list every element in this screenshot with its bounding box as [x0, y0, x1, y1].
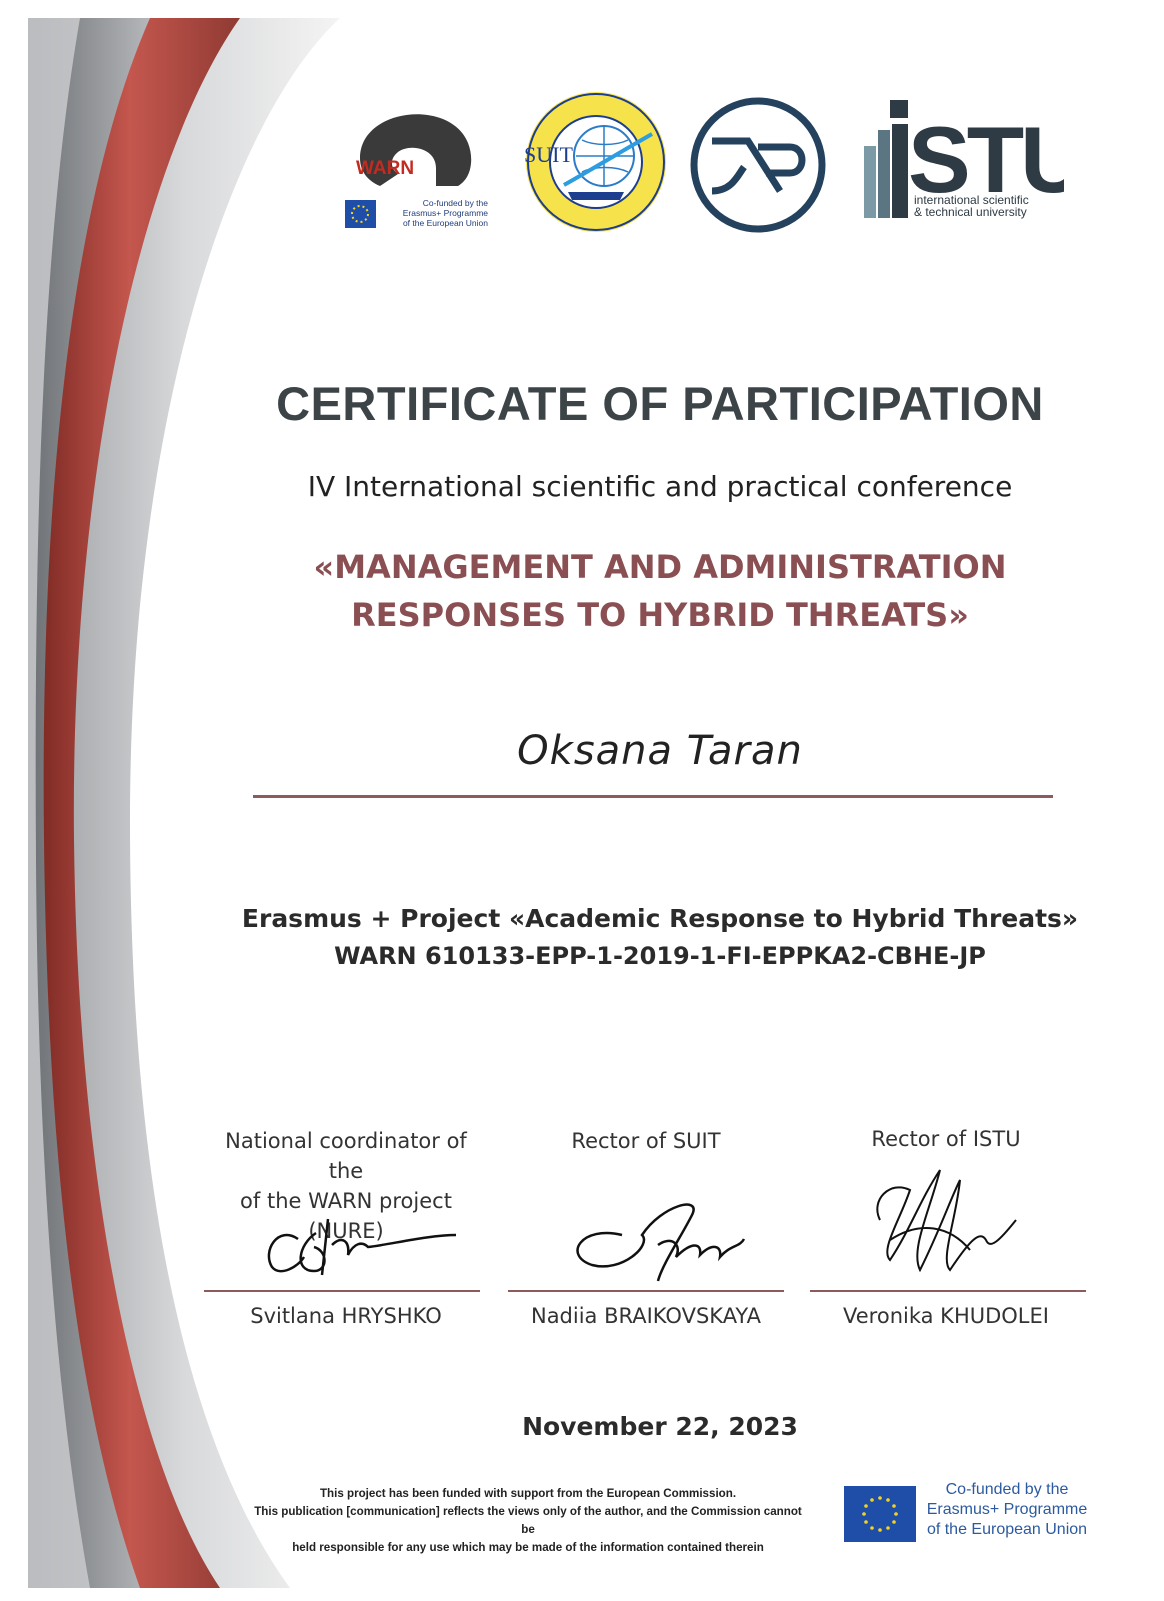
warn-cofund-line: Erasmus+ Programme	[402, 208, 488, 218]
xd-emblem-logo	[688, 95, 828, 235]
signatory-title-line: Rector of ISTU	[871, 1127, 1021, 1151]
svg-text:STU: STU	[908, 107, 1064, 212]
signatory-title-2	[506, 1126, 786, 1156]
signatory-name-2: Nadiia BRAIKOVSKAYA	[530, 1304, 761, 1328]
disclaimer-line: This publication [communication] reflects the views only of the author, and the Commission cannot be	[254, 1505, 802, 1536]
conference-name-line-2: RESPONSES TO HYBRID THREATS»	[351, 596, 969, 634]
signature-hryshko	[258, 1205, 468, 1285]
warn-cofund-text	[388, 198, 488, 228]
certificate-date: November 22, 2023	[522, 1412, 798, 1441]
certificate-title: CERTIFICATE OF PARTICIPATION	[276, 377, 1044, 430]
signatory-title-line: of the WARN project (NURE)	[240, 1189, 452, 1243]
signature-line-3	[810, 1290, 1086, 1292]
suit-label: SUIT	[524, 142, 573, 167]
warn-cofund-line: Co-funded by the	[422, 198, 488, 208]
recipient-underline	[253, 795, 1053, 798]
recipient-name: Oksana Taran	[517, 728, 803, 774]
signatory-title-line: National coordinator of the	[225, 1129, 467, 1183]
cofund-footer-text	[922, 1480, 1092, 1540]
disclaimer-line: This project has been funded with support from the European Commission.	[319, 1487, 737, 1500]
istu-caption-line: & technical university	[914, 205, 1027, 219]
istu-logo	[864, 96, 1064, 226]
signature-braikovskaya	[562, 1195, 752, 1285]
xd-emblem-icon	[688, 95, 828, 235]
signature-line-1	[204, 1290, 480, 1292]
conference-line: IV International scientific and practical conference	[307, 470, 1013, 503]
disclaimer-line: held responsible for any use which may be made of the information contained therein	[292, 1541, 764, 1554]
cofund-footer-line: Co-funded by the	[945, 1481, 1069, 1498]
cofund-footer-line: of the European Union	[926, 1521, 1088, 1538]
warn-label: WARN	[356, 158, 415, 179]
warn-cofund-line: of the European Union	[402, 218, 488, 228]
signatory-title-line: Rector of SUIT	[571, 1129, 721, 1153]
signature-line-2	[508, 1290, 784, 1292]
signatory-title-3	[806, 1124, 1086, 1154]
signatory-name-3: Veronika KHUDOLEI	[843, 1304, 1049, 1328]
istu-caption	[914, 194, 1029, 218]
conference-name-line-1: «MANAGEMENT AND ADMINISTRATION	[313, 548, 1007, 586]
eu-flag-icon	[844, 1486, 916, 1542]
suit-logo	[524, 90, 669, 235]
cofund-footer-line: Erasmus+ Programme	[926, 1501, 1088, 1518]
signatory-name-1: Svitlana HRYSHKO	[250, 1304, 442, 1328]
istu-caption-line: international scientific	[914, 193, 1029, 207]
warn-logo	[340, 88, 490, 238]
signature-khudolei	[860, 1160, 1020, 1290]
funding-disclaimer	[248, 1485, 808, 1557]
project-line-1: Erasmus + Project «Academic Response to Hybrid Threats»	[241, 904, 1079, 933]
project-code: WARN 610133-EPP-1-2019-1-FI-EPPKA2-CBHE-JP	[334, 942, 986, 970]
